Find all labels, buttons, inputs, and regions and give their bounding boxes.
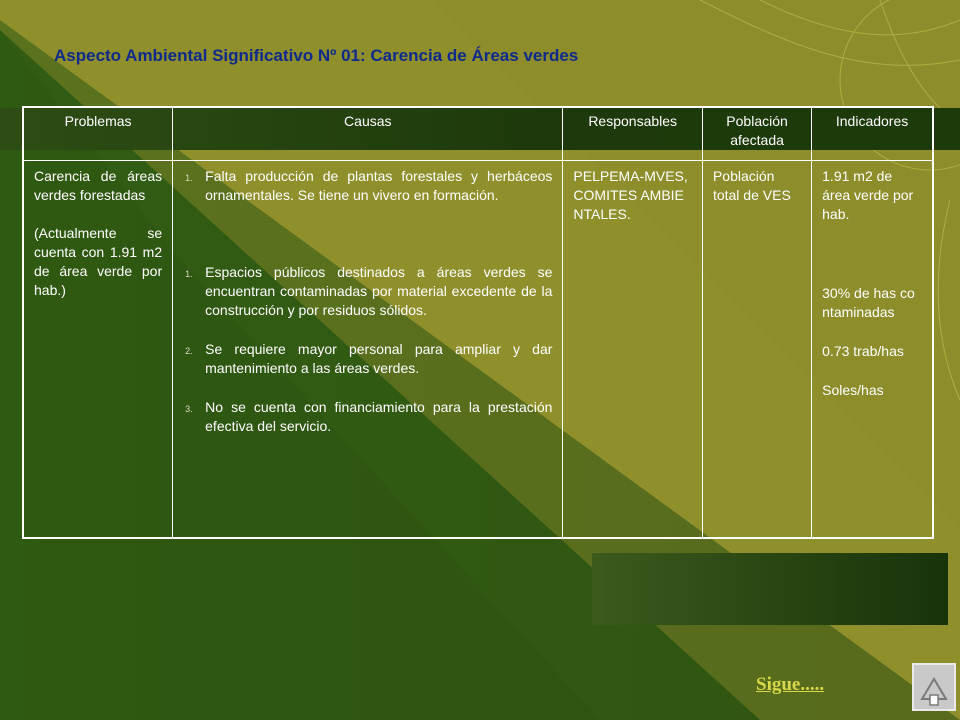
list-item [183, 167, 552, 205]
cell-causas [173, 161, 563, 539]
list-item [183, 398, 552, 436]
indicador-item: 1.91 m2 de área verde por hab. [822, 168, 914, 222]
causa-text: No se cuenta con financiamiento para la prestación efectiva del servicio. [205, 399, 553, 434]
causa-text: Falta producción de plantas forestales y herbáceos ornamentales. Se tiene un vivero en formación. [205, 168, 553, 203]
list-number: 1. [185, 173, 193, 183]
list-item [183, 340, 552, 378]
table-row [23, 161, 933, 539]
causas-list [183, 167, 552, 436]
poblacion-text: Población total de VES [712, 168, 791, 203]
next-link[interactable]: Sigue..... [756, 674, 825, 695]
responsables-text: PELPEMA-MVES, COMITES AMBIENTALES. [573, 168, 688, 222]
cell-poblacion [702, 161, 811, 539]
indicador-item: 30% de has contaminadas [822, 285, 915, 320]
header-responsables: Responsables [563, 107, 703, 161]
header-causas: Causas [173, 107, 563, 161]
list-number: 1. [185, 269, 193, 279]
list-number: 2. [185, 346, 193, 356]
environmental-aspect-table [22, 106, 934, 539]
list-item [183, 263, 552, 320]
header-indicadores: Indicadores [812, 107, 933, 161]
slide-title: Aspecto Ambiental Significativo Nº 01: Carencia de Áreas verdes [54, 46, 579, 65]
causa-text: Espacios públicos destinados a áreas verdes se encuentran contaminadas por material excedente de la construcción y por residuos sólidos. [205, 264, 553, 318]
next-slide-icon [914, 665, 954, 709]
decorative-box [592, 553, 948, 625]
header-problemas: Problemas [23, 107, 173, 161]
cell-responsables [563, 161, 703, 539]
next-slide-button[interactable] [912, 663, 956, 711]
cell-problemas [23, 161, 173, 539]
problema-note: (Actualmente se cuenta con 1.91 m2 de área verde por hab.) [34, 225, 163, 298]
list-number: 3. [185, 404, 193, 414]
cell-indicadores [812, 161, 933, 539]
indicador-item: Soles/has [822, 382, 884, 398]
indicador-item: 0.73 trab/has [822, 343, 904, 359]
header-poblacion: Población afectada [702, 107, 811, 161]
problema-text: Carencia de áreas verdes forestadas [34, 168, 163, 203]
table-header-row [23, 107, 933, 161]
causa-text: Se requiere mayor personal para ampliar y dar mantenimiento a las áreas verdes. [205, 341, 553, 376]
